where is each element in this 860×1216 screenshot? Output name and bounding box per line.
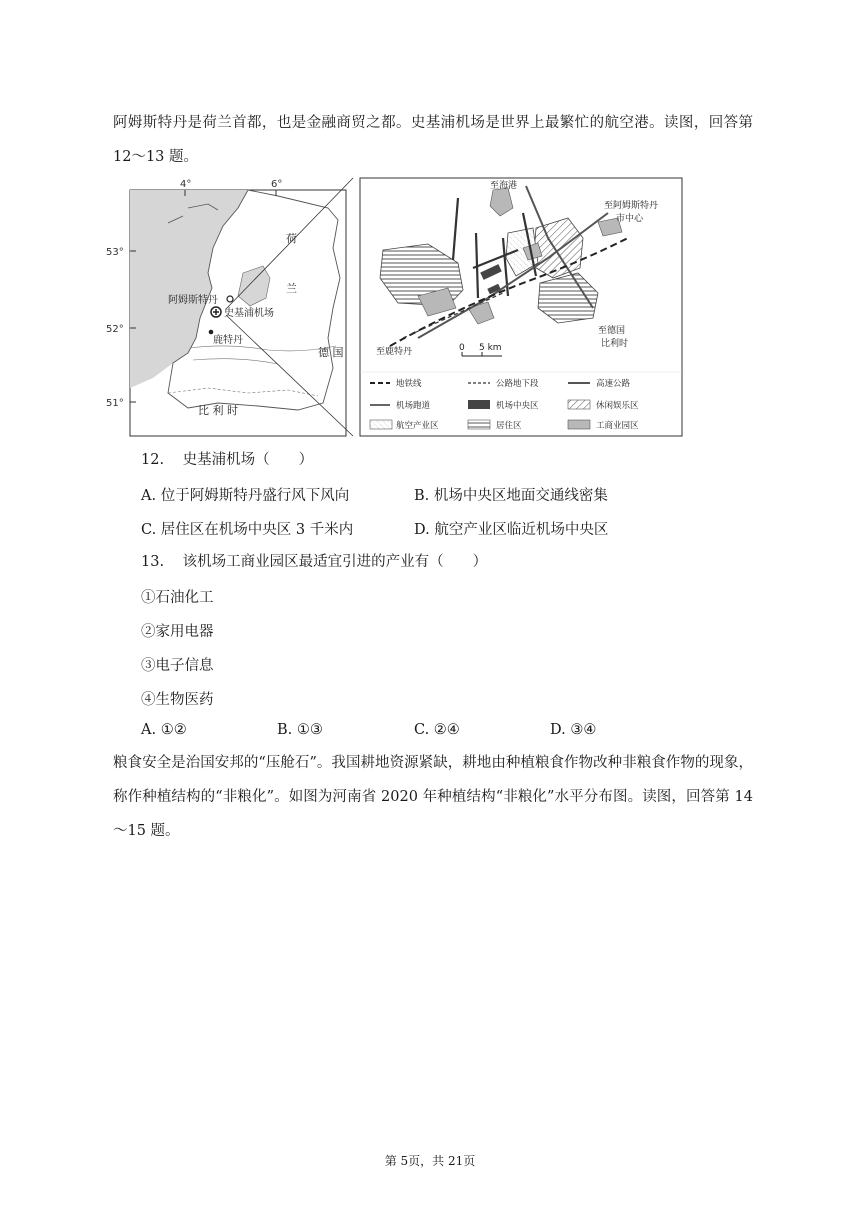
legend-central-symbol — [468, 400, 490, 409]
legend-residential-symbol — [468, 420, 490, 429]
intro-paragraph-1: 阿姆斯特丹是荷兰首都，也是金融商贸之都。史基浦机场是世界上最繁忙的航空港。读图，回答第 12～13 题。 — [113, 115, 753, 165]
intro-paragraph-2: 粮食安全是治国安邦的“压舱石”。我国耕地资源紧缺，耕地由种植粮食作物改种非粮食作物的现象，称作种植结构的“非粮化”。如图为河南省 2020 年种植结构“非粮化”水平分布图。读图，回答第 14～15 题。 — [113, 755, 753, 839]
scale-zero: 0 — [459, 343, 465, 353]
legend-label: 休闲娱乐区 — [596, 401, 639, 411]
question-stem: 史基浦机场（ ） — [182, 452, 314, 468]
country-label-lan: 兰 — [286, 282, 297, 295]
scale-five: 5 km — [479, 343, 502, 353]
legend-label: 居住区 — [496, 421, 522, 431]
legend-aviation-symbol — [370, 420, 392, 429]
legend — [370, 378, 639, 431]
legend-industrial-symbol — [568, 420, 590, 429]
city-marker-ams — [227, 296, 233, 302]
q13-item: ②家用电器 — [141, 624, 214, 640]
legend-label: 机场中央区 — [496, 401, 539, 411]
q12-option-c[interactable]: C. 居住区在机场中央区 3 千米内 — [141, 522, 354, 538]
question-13 — [141, 552, 487, 572]
legend-label: 地铁线 — [396, 379, 422, 389]
lon-label: 4° — [180, 179, 192, 190]
legend-label: 机场跑道 — [396, 401, 431, 411]
q12-option-d[interactable]: D. 航空产业区临近机场中央区 — [414, 522, 609, 538]
legend-label: 公路地下段 — [496, 379, 539, 389]
q13-item: ③电子信息 — [141, 658, 214, 674]
country-label-he: 荷 — [286, 232, 297, 245]
city-label-ams: 阿姆斯特丹 — [168, 295, 218, 306]
q13-option-c[interactable]: C. ②④ — [414, 722, 460, 738]
country-label-bi: 比 利 时 — [198, 404, 238, 417]
label-to-ams-1: 至阿姆斯特丹 — [604, 201, 659, 211]
legend-label: 工商业园区 — [596, 421, 639, 431]
lat-label: 52° — [106, 324, 124, 335]
q13-option-a[interactable]: A. ①② — [141, 722, 187, 738]
q13-item: ④生物医药 — [141, 692, 214, 708]
page-footer: 第 5页，共 21页 — [384, 1154, 476, 1168]
legend-label: 高速公路 — [596, 379, 631, 389]
q12-option-b[interactable]: B. 机场中央区地面交通线密集 — [414, 488, 608, 504]
label-to-harbor: 至海港 — [490, 181, 518, 191]
question-stem: 该机场工商业园区最适宜引进的产业有（ ） — [182, 554, 488, 570]
label-to-ams-2: 市中心 — [616, 214, 644, 224]
city-label-delft: 鹿特丹 — [213, 335, 243, 346]
figure-map — [106, 178, 684, 438]
legend-label: 航空产业区 — [396, 421, 439, 431]
city-label-schiphol: 史基浦机场 — [224, 308, 274, 319]
q13-option-b[interactable]: B. ①③ — [277, 722, 323, 738]
legend-leisure-symbol — [568, 400, 590, 409]
label-to-germany-1: 至德国 — [598, 326, 626, 336]
label-to-rotterdam: 至鹿特丹 — [376, 347, 413, 357]
lat-label: 51° — [106, 398, 124, 409]
question-number: 12. — [141, 452, 165, 468]
q12-option-a[interactable]: A. 位于阿姆斯特丹盛行风下风向 — [141, 488, 350, 504]
q13-option-d[interactable]: D. ③④ — [550, 722, 597, 738]
question-12 — [141, 450, 313, 470]
country-label-de: 德 国 — [318, 346, 344, 359]
question-number: 13. — [141, 554, 165, 570]
q13-item: ①石油化工 — [141, 590, 214, 606]
label-to-germany-2: 比利时 — [601, 339, 629, 349]
lat-label: 53° — [106, 247, 124, 258]
left-map — [130, 178, 353, 436]
city-marker-delft — [209, 330, 214, 335]
lon-label: 6° — [271, 179, 283, 190]
right-map — [360, 178, 682, 436]
